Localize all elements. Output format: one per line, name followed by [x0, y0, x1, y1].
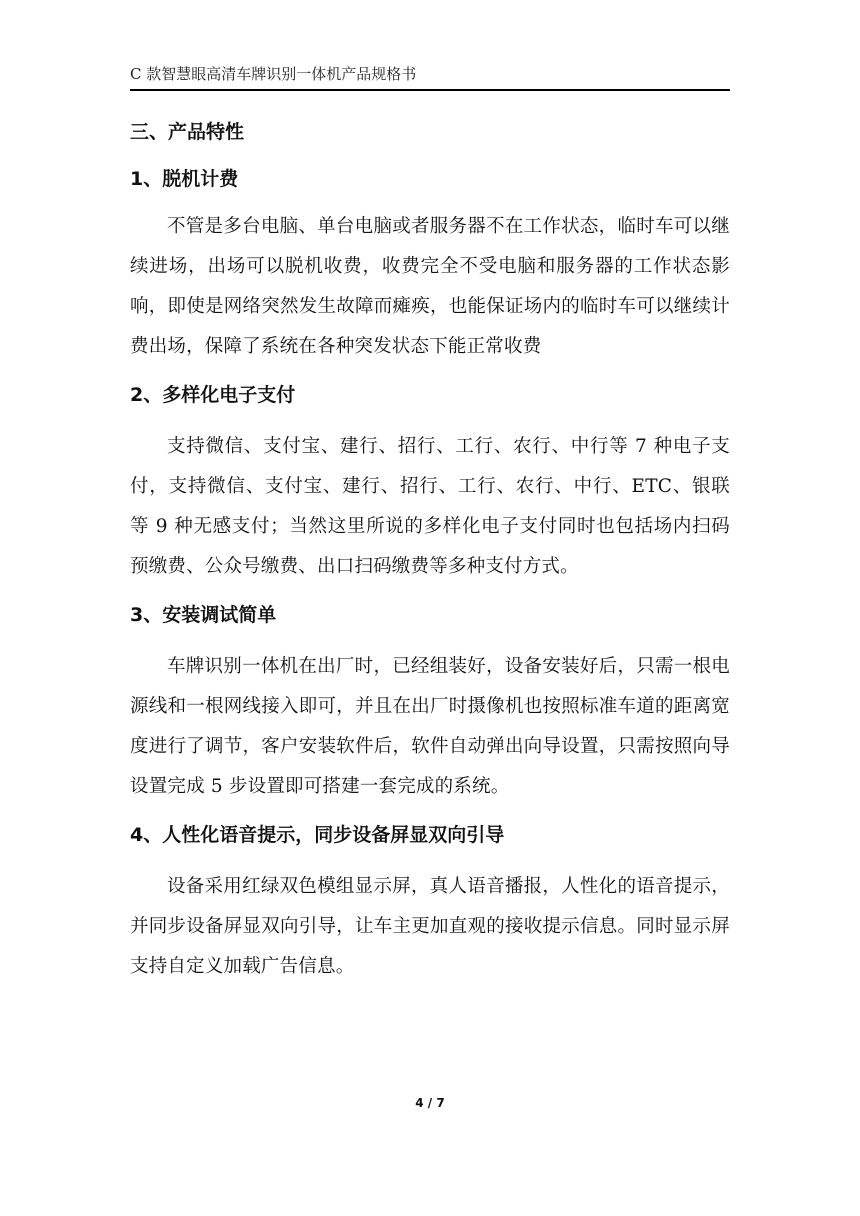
page-number: 4 / 7: [415, 1096, 445, 1110]
section-title: 三、产品特性: [130, 121, 245, 143]
feature-heading-voice-prompt: 4、人性化语音提示，同步设备屏显双向引导: [130, 824, 505, 846]
feature-text-voice-prompt: 设备采用红绿双色模组显示屏，真人语音播报，人性化的语音提示，并同步设备屏显双向引导，让车主更加直观的接收提示信息。同时显示屏支持自定义加载广告信息。: [130, 876, 730, 977]
document-header: C 款智慧眼高清车牌识别一体机产品规格书: [130, 65, 417, 83]
document-body: [130, 110, 730, 987]
header-divider: [130, 89, 730, 91]
feature-text-easy-install: 车牌识别一体机在出厂时，已经组装好，设备安装好后，只需一根电源线和一根网线接入即可，并且在出厂时摄像机也按照标准车道的距离宽度进行了调节，客户安装软件后，软件自动弹出向导设置，只需按照向导设置完成 5 步设置即可搭建一套完成的系统。: [130, 656, 730, 797]
feature-heading-easy-install: 3、安装调试简单: [130, 604, 277, 626]
feature-text-electronic-payment: 支持微信、支付宝、建行、招行、工行、农行、中行等 7 种电子支付，支持微信、支付宝、建行、招行、工行、农行、中行、ETC、银联等 9 种无感支付；当然这里所说的多样化电子支付同时也包括场内扫码预缴费、公众号缴费、出口扫码缴费等多种支付方式。: [130, 436, 730, 577]
feature-heading-electronic-payment: 2、多样化电子支付: [130, 384, 296, 406]
feature-text-offline-billing: 不管是多台电脑、单台电脑或者服务器不在工作状态，临时车可以继续进场，出场可以脱机收费，收费完全不受电脑和服务器的工作状态影响，即使是网络突然发生故障而瘫痪，也能保证场内的临时车可以继续计费出场，保障了系统在各种突发状态下能正常收费: [130, 216, 730, 357]
feature-heading-offline-billing: 1、脱机计费: [130, 168, 239, 190]
